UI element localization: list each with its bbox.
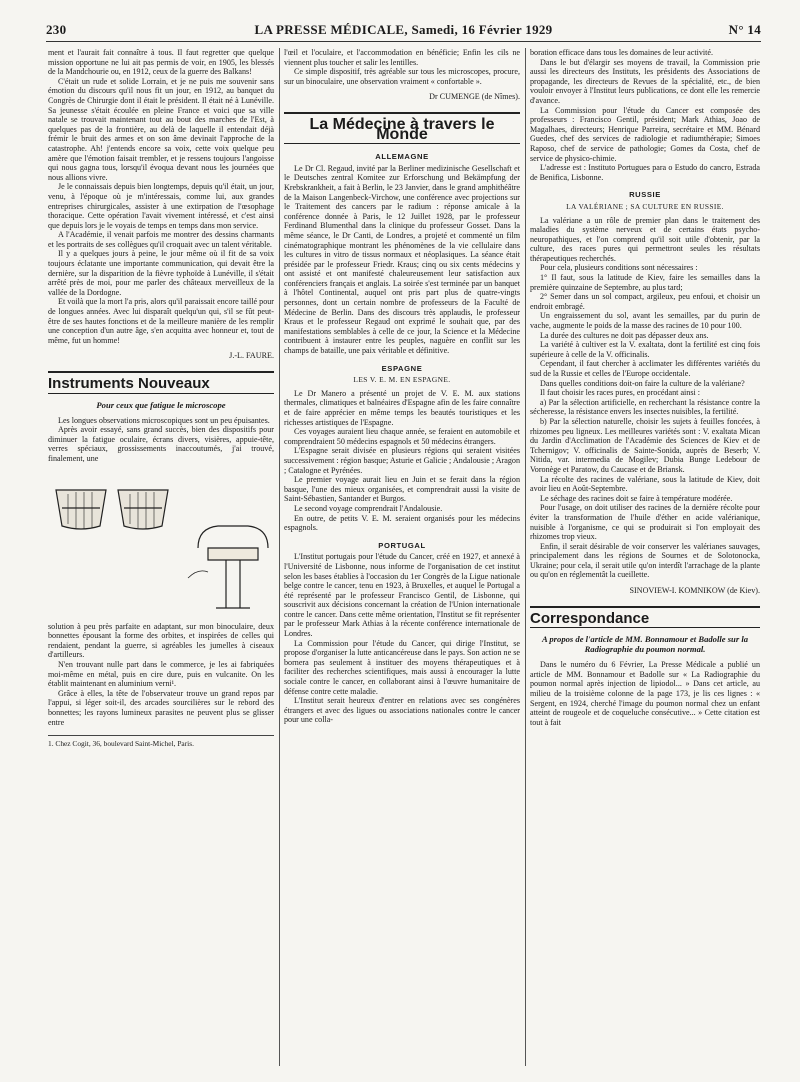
paragraph: La durée des cultures ne doit pas dépasser deux ans.	[540, 330, 709, 340]
paragraph: Enfin, il serait désirable de voir conserver les valérianes sauvages, principalement dans les régions de Sournes et de Solotonocka, Ukraine; pour cela, il serait utile qu'on interdît l'arrachage de la plante ou qu'on en réglementât la cueillette.	[530, 541, 760, 580]
paragraph: Il faut choisir les races pures, en procédant ainsi :	[540, 388, 701, 398]
microscope-eyecups-figure	[48, 468, 274, 618]
page-header	[46, 22, 761, 42]
paragraph: 1° Il faut, sous la latitude de Kiev, faire les semailles dans la première quinzaine de Septembre, au plus tard;	[530, 273, 760, 292]
paragraph: Le séchage des racines doit se faire à température modérée.	[540, 493, 733, 503]
header-rule	[46, 41, 761, 42]
section-title-medecine: La Médecine à travers le Monde	[284, 112, 520, 144]
paragraph: Après avoir essayé, sans grand succès, bien des dispositifs pour diminuer la fatigue oculaire, écrans divers, visières, appuie-tête, verres spéciaux, grossissements inaccoutumés, j'ai trouvé, finalement, une	[48, 425, 274, 463]
issue-number: N° 14	[728, 22, 761, 37]
section-title-instruments: Instruments Nouveaux	[48, 371, 274, 394]
paragraph: Il y a quelques jours à peine, le jour même où il fit de sa voix toujours éclatante une importante communication, qui devait être la dernière, sur la disparition de la fièvre typhoïde à Lunéville, il s'était arrêté près de moi, pour me parler des châteaux merveilleux de la vallée de la Dordogne.	[48, 249, 274, 297]
paragraph: Pour cela, plusieurs conditions sont nécessaires :	[540, 263, 698, 273]
paragraph: Et voilà que la mort l'a pris, alors qu'il paraissait encore taillé pour de longues années. Avec lui disparaît quelqu'un qui, s'il se fût peut-être de ses hautes fonctions et de la meilleure manière de les remplir une conception d'un autre âge, s'en acquitta avec honneur et, tout de même, fut un homme!	[48, 297, 274, 345]
country-heading-allemagne: ALLEMAGNE	[375, 152, 429, 162]
column-divider	[525, 48, 526, 1066]
paragraph: Dans le but d'élargir ses moyens de travail, la Commission prie aussi les directeurs des Instituts, les présidents des Associations de propagande, les directeurs de Revues de la spécialité, etc., de bien vouloir envoyer à l'Institut leurs publications, ce dont elle les remercie d'avance.	[530, 57, 760, 105]
paragraph: Le second voyage comprendrait l'Andalousie.	[294, 503, 443, 513]
eyecup-left-drawing	[56, 490, 168, 529]
paragraph: Je le connaissais depuis bien longtemps, depuis qu'il était, un jour, venu, à l'époque où je m'intéressais, comme lui, aux grandes entreprises chirurgicales, assister à une extirpation de l'œsophage thoracique. Cette opération l'avait vivement intéressé, et c'est ainsi que depuis lors je le voyais de temps en temps dans mon service.	[48, 182, 274, 230]
section-title-correspondance: Correspondance	[530, 606, 760, 629]
column-1	[48, 48, 274, 1066]
paragraph: L'adresse est : Instituto Portugues para o Estudo do cancro, Estrada de Benifica, Lisbonne.	[530, 163, 760, 182]
signature: Dr CUMENGE (de Nîmes).	[429, 92, 520, 102]
country-heading-russie: RUSSIE	[629, 190, 661, 200]
paragraph: Le premier voyage aurait lieu en Juin et se ferait dans la région basque, l'une des mieux organisées, et comprendrait aussi la visite de Saint-Sébastien, Santander et Burgos.	[284, 475, 520, 504]
paragraph: L'Espagne serait divisée en plusieurs régions qui seraient visitées successivement : région basque; Asturie et Galicie ; Andalousie ; Aragon ; Catalogne et Pyrénées.	[284, 446, 520, 475]
paragraph: Le Dr Manero a présenté un projet de V. E. M. aux stations thermales, climatiques et balnéaires d'Espagne afin de les faire connaître et de faire apprécier en même temps les beautés touristiques et les richesses artistiques de l'Espagne.	[284, 388, 520, 427]
country-heading-portugal: PORTUGAL	[378, 540, 426, 550]
paragraph: a) Par la sélection artificielle, en recherchant la résistance contre la sécheresse, la résistance envers les insectes nuisibles, la fertilité.	[530, 397, 760, 417]
paragraph: Le Dr Cl. Regaud, invité par la Berliner medizinische Gesellschaft et le Deutsches zentral Komitee zur Erforschung und Bekämpfung der Krebskrankheit, a fait à Berlin, le 23 Janvier, dans le grand amphithéâtre de la Maison Langenbeck-Virchow, une conférence avec projections sur le Traitement des cancers par le radium : réponse amicale à la conférence donnée à Paris, le 12 Juillet 1928, par le professeur Ferdinand Blumenthal dans la clinique du professeur Gosset. Dans la même séance, le Dr Canti, de Londres, a projeté et commenté un film cinématographique montrant les phénomènes de la vie cellulaire dans les cultures in vitro de tissus normaux et néoplasiques. La séance était présidée par le professeur Friedr. Kraus; cinq ou six cents médecins y ont assisté et ont manifesté chaleureusement leur satisfaction aux conférenciers français et anglais. La soirée s'est terminée par un banquet à l'hôtel Continental, auquel ont pris part plus de quatre-vingts personnes, dont un certain nombre de professeurs de la Faculté de Médecine de Berlin. Dans des discours très applaudis, le professeur Kraus et le professeur Regaud ont exprimé le souhait que, par des manifestations semblables à celle de ce jour, la Science et la Médecine contribuent à instaurer entre les peuples, naguère en conflit sur les champs de bataille, une paix véritable et définitive.	[284, 163, 520, 356]
paragraph: La valériane a un rôle de premier plan dans le traitement des maladies du système nerveux et de certains états psycho-neuropathiques, et l'on comprend qu'il soit utile d'obtenir, par la culture, des races pures qui permettront seules les résultats thérapeutiques recherchés.	[530, 215, 760, 263]
page-number: 230	[46, 22, 67, 37]
paragraph: Cependant, il faut chercher à acclimater les différentes variétés du sud de la Russie et celles de l'Europe occidentale.	[530, 359, 760, 378]
paragraph: b) Par la sélection naturelle, choisir les sujets à feuilles foncées, à rhizomes peu ligneux. Les meilleures variétés sont : V. exaltata Mican du Jardin d'Acclimation de l'Académie des Sciences de Kiev et de Tchernigov; V. officinalis de Sainte-Sonida, auprès de Beserb; V. Nitida, var. intermedia de Mogilev; Dubia Bunge Ledebour de Voronège et Paratow, du Caucase et de Briansk.	[530, 416, 760, 474]
paragraph: La variété à cultiver est la V. exaltata, dont la fertilité est cinq fois supérieure à celle de la V. officinalis.	[530, 340, 760, 359]
paragraph: ment et l'aurait fait connaître à tous. Il faut regretter que quelque mission opportune ne lui ait pas permis de voir, en 1905, les blessés de la Mandchourie ou, en 1912, ceux de la guerre des Balkans!	[48, 48, 274, 77]
paragraph: Les longues observations microscopiques sont un peu épuisantes.	[58, 415, 270, 425]
section-subtitle: A propos de l'article de MM. Bonnamour et Badolle sur la Radiographie du poumon normal.	[541, 634, 749, 655]
paragraph: N'en trouvant nulle part dans le commerce, je les ai fabriquées moi-même en métal, puis en cire dure, puis en vulcanite. On les établit maintenant en aluminium verni¹.	[48, 659, 274, 689]
subheading: LES V. E. M. EN ESPAGNE.	[353, 375, 451, 385]
footnote: 1. Chez Cogit, 36, boulevard Saint-Michel, Paris.	[48, 735, 274, 749]
paragraph: Un engraissement du sol, avant les semailles, par du purin de vache, augmente le poids de la masse des racines de 10 pour 100.	[530, 311, 760, 331]
paragraph: La Commission pour l'étude du Cancer, qui dirige l'Institut, se propose d'organiser la lutte anticancéreuse dans le pays. Son action ne se bornera pas seulement à instituer des moyens thérapeutiques et à faciliter des recherches scientifiques, mais aussi à encourager la lutte sociale contre le cancer, en collaborant ainsi à l'œuvre humanitaire de défense contre cette maladie.	[284, 638, 520, 696]
paragraph: Pour l'usage, on doit utiliser des racines de la dernière récolte pour éviter la transformation de l'huile d'éther en acide valérianique, nuisible à l'organisme, ce qui se produirait si l'on employait des rhizomes trop vieux.	[530, 503, 760, 542]
eyecup-profile-drawing	[188, 526, 268, 608]
paragraph: Ces voyages auraient lieu chaque année, se feraient en automobile et comprendraient 50 médecins espagnols et 50 médecins étrangers.	[284, 427, 520, 446]
paragraph: En outre, de petits V. E. M. seraient organisés pour les médecins espagnols.	[284, 513, 520, 533]
paragraph: Ce simple dispositif, très agréable sur tous les microscopes, procure, sur un binoculaire, une observation vraiment « confortable ».	[284, 67, 520, 86]
paragraph: La Commission pour l'étude du Cancer est composée des professeurs : Francisco Gentil, président; Mark Athias, Joao de Magalhaes, directeurs; Henrique Parreira, secrétaire et MM. Bénard Guedes, chef des services de radiologie et radiumthérapie; Simoes Raposo, chef de service de pathologie; Gomes da Costa, chef de service de physico-chimie.	[530, 105, 760, 163]
paragraph: L'Institut portugais pour l'étude du Cancer, créé en 1927, et annexé à l'Université de Lisbonne, nous informe de l'organisation de cet institut selon les bases établies à l'occasion du 1er Congrès de la Ligue nationale belge contre le cancer, tenu en 1923, à Bruxelles, et auquel le Portugal a été représenté par le professeur Francisco Gentil, de Lisbonne, qui souscrivit aux décisions concernant la création de l'Union internationale contre le cancer. Dans cette même orientation, l'Institut se fit représenter par le professeur Mark Athias à la récente conférence internationale de Londres.	[284, 552, 520, 639]
paragraph: La récolte des racines de valériane, sous la latitude de Kiev, doit avoir lieu en Août-Septembre.	[530, 474, 760, 494]
signature: SINOVIEW-I. KOMNIKOW (de Kiev).	[629, 586, 760, 596]
subheading: LA VALÉRIANE ; SA CULTURE EN RUSSIE.	[566, 201, 724, 211]
section-subtitle: Pour ceux que fatigue le microscope	[96, 399, 226, 410]
column-2	[284, 48, 520, 1066]
journal-title: LA PRESSE MÉDICALE, Samedi, 16 Février 1929	[254, 22, 553, 37]
paragraph: boration efficace dans tous les domaines de leur activité.	[530, 48, 714, 57]
paragraph: L'Institut serait heureux d'entrer en relations avec ses congénères étrangers et avec des ligues ou associations nationales contre le cancer pour une colla-	[284, 696, 520, 725]
paragraph: solution à peu près parfaite en adaptant, sur mon binoculaire, deux bonnettes épousant la forme des orbites, et inspirées de celles qui rendaient, pendant la guerre, si agréables les jumelles à ciseaux d'artilleurs.	[48, 621, 274, 660]
column-divider	[279, 48, 280, 1066]
paragraph: C'était un rude et solide Lorrain, et je ne puis me souvenir sans émotion du discours qu'il nous fit un jour, en 1912, au banquet du Congrès de Chirurgie dont il était le président. Il était né à Lunéville. Sa jeunesse s'était écoulée en pleine France et voici que sa ville natale se trouvait maintenant tout au bout des marches de l'Est, à quelques pas de la frontière, au delà de laquelle il entendait déjà frémir le bruit des armes et on son âme devinait l'approche de la catastrophe. Ah! j'entends encore sa voix, cette voix quelque peu amère que l'émotion faisait trembler, et je ressens toujours l'angoisse qui nous gagna tous, lorsqu'il évoqua devant nous les journées que nous allions vivre.	[48, 76, 274, 182]
paragraph: Dans quelles conditions doit-on faire la culture de la valériane?	[540, 378, 745, 388]
paragraph: Grâce à elles, la tête de l'observateur trouve un grand repos par l'appui, si léger soit-il, des arcades sourcilières sur le rebord des bonnettes; les rayons lumineux parasites ne peuvent plus se glisser entre	[48, 688, 274, 727]
paragraph: 2° Semer dans un sol compact, argileux, peu enfoui, et choisir un endroit embragé.	[530, 292, 760, 311]
paragraph: A l'Académie, il venait parfois me montrer des dessins charmants et les portraits de ses collègues qu'il croquait avec un talent véritable.	[48, 230, 274, 249]
paragraph: l'œil et l'oculaire, et l'accommodation en bénéficie; Enfin les cils ne viennent plus toucher et salir les lentilles.	[284, 48, 520, 67]
signature: J.-L. FAURE.	[229, 351, 274, 361]
country-heading-espagne: ESPAGNE	[381, 363, 423, 373]
column-3	[530, 48, 760, 1066]
paragraph: Dans le numéro du 6 Février, La Presse Médicale a publié un article de MM. Bonnamour et Badolle sur « La Radiographie du poumon normal après injection de lipiodol... » Dans cet article, au milieu de la troisième colonne de la page 173, je lis ces lignes : « Sergent, en 1924, cherché l'image du poumon normal chez un enfant atteint de rougeole et de coqueluche consécutive... » Cette citation est tout à fait	[530, 660, 760, 727]
